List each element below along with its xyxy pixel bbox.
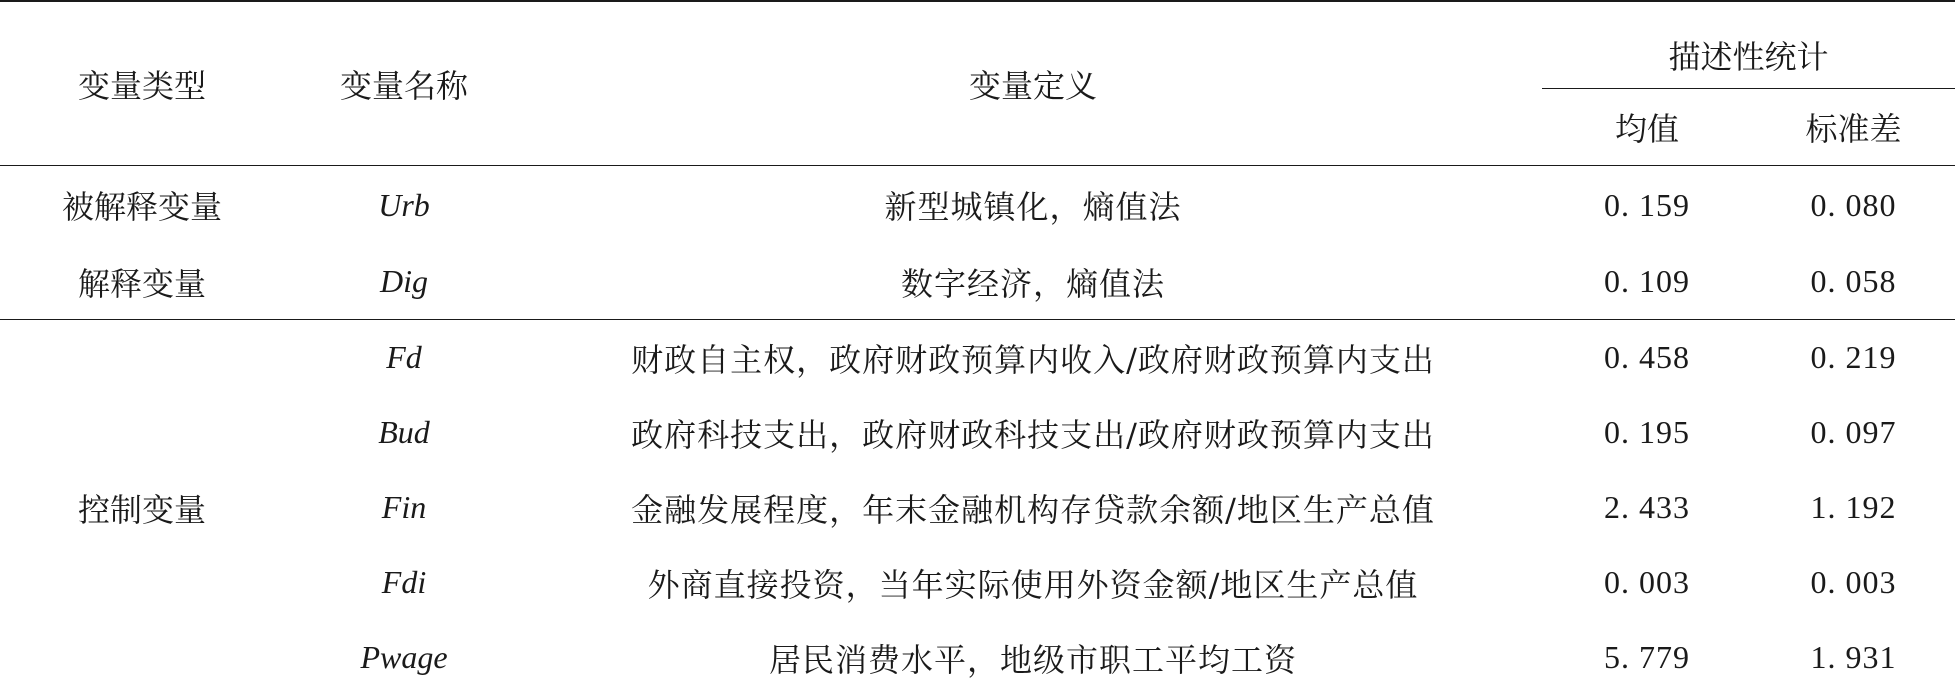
cell-variable-name: Pwage [284, 620, 524, 695]
header-row-1 [0, 1, 1955, 89]
cell-variable-name: Dig [284, 244, 524, 320]
table-row [0, 395, 1955, 470]
cell-variable-name: Bud [284, 395, 524, 470]
header-descriptive-stats: 描述性统计 [1542, 1, 1955, 89]
cell-variable-name: Urb [284, 166, 524, 245]
header-std-dev: 标准差 [1752, 89, 1955, 166]
cell-std-dev: 0. 003 [1752, 545, 1955, 620]
cell-std-dev: 0. 097 [1752, 395, 1955, 470]
cell-variable-type: 控制变量 [0, 320, 284, 695]
table-row [0, 545, 1955, 620]
cell-variable-type: 解释变量 [0, 244, 284, 320]
cell-variable-definition: 新型城镇化，熵值法 [524, 166, 1542, 245]
cell-variable-type: 被解释变量 [0, 166, 284, 245]
cell-std-dev: 0. 080 [1752, 166, 1955, 245]
table-row [0, 620, 1955, 695]
cell-variable-definition: 金融发展程度，年末金融机构存贷款余额/地区生产总值 [524, 470, 1542, 545]
cell-std-dev: 1. 931 [1752, 620, 1955, 695]
header-variable-name: 变量名称 [284, 1, 524, 166]
cell-variable-definition: 政府科技支出，政府财政科技支出/政府财政预算内支出 [524, 395, 1542, 470]
cell-mean: 0. 458 [1542, 320, 1752, 396]
table-row [0, 470, 1955, 545]
table-row [0, 166, 1955, 245]
header-variable-definition: 变量定义 [524, 1, 1542, 166]
table-row [0, 244, 1955, 320]
cell-variable-name: Fin [284, 470, 524, 545]
cell-std-dev: 0. 219 [1752, 320, 1955, 396]
cell-std-dev: 0. 058 [1752, 244, 1955, 320]
header-mean: 均值 [1542, 89, 1752, 166]
header-variable-type: 变量类型 [0, 1, 284, 166]
cell-variable-definition: 财政自主权，政府财政预算内收入/政府财政预算内支出 [524, 320, 1542, 396]
cell-std-dev: 1. 192 [1752, 470, 1955, 545]
table-row [0, 320, 1955, 396]
table-header [0, 1, 1955, 166]
cell-variable-name: Fdi [284, 545, 524, 620]
cell-mean: 0. 159 [1542, 166, 1752, 245]
cell-mean: 0. 195 [1542, 395, 1752, 470]
cell-variable-definition: 数字经济，熵值法 [524, 244, 1542, 320]
cell-variable-definition: 外商直接投资，当年实际使用外资金额/地区生产总值 [524, 545, 1542, 620]
cell-mean: 0. 003 [1542, 545, 1752, 620]
cell-mean: 0. 109 [1542, 244, 1752, 320]
cell-variable-name: Fd [284, 320, 524, 396]
cell-mean: 2. 433 [1542, 470, 1752, 545]
table-body [0, 166, 1955, 695]
cell-variable-definition: 居民消费水平，地级市职工平均工资 [524, 620, 1542, 695]
cell-mean: 5. 779 [1542, 620, 1752, 695]
